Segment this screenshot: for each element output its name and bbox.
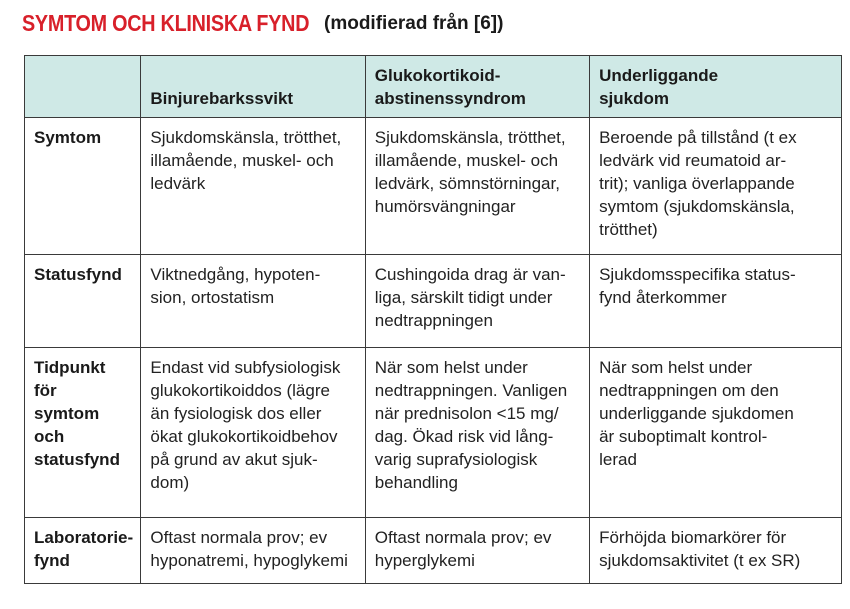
table-cell: Sjukdomskänsla, trötthet, illamående, muskel- och ledvärk, sömnstörningar, humörsvängningar — [365, 118, 589, 255]
row-label-tidpunkt: Tidpunkt för symtom och statusfynd — [25, 348, 141, 518]
row-label-symtom: Symtom — [25, 118, 141, 255]
row-label-statusfynd: Statusfynd — [25, 255, 141, 348]
header-binjurebarkssvikt: Binjurebarkssvikt — [141, 56, 365, 118]
table-cell: Sjukdomskänsla, trötthet, illamående, muskel- och ledvärk — [141, 118, 365, 255]
findings-table — [24, 55, 842, 584]
row-label-laboratoriefynd: Laboratorie- fynd — [25, 518, 141, 584]
table-header-row — [25, 56, 842, 118]
table-row — [25, 518, 842, 584]
header-underliggande-sjukdom: Underliggande sjukdom — [590, 56, 842, 118]
table-row — [25, 348, 842, 518]
table-cell: Cushingoida drag är van- liga, särskilt tidigt under nedtrappningen — [365, 255, 589, 348]
header-glukokortikoidabstinens: Glukokortikoid- abstinenssyndrom — [365, 56, 589, 118]
page-subtitle: (modifierad från [6]) — [324, 13, 504, 34]
table-cell: Viktnedgång, hypoten- sion, ortostatism — [141, 255, 365, 348]
table-cell: Oftast normala prov; ev hyperglykemi — [365, 518, 589, 584]
table-cell: Beroende på tillstånd (t ex ledvärk vid reumatoid ar- trit); vanliga överlappande symtom (sjukdomskänsla, trötthet) — [590, 118, 842, 255]
table-cell: Endast vid subfysiologisk glukokortikoiddos (lägre än fysiologisk dos eller ökat glukokortikoidbehov på grund av akut sjuk- dom) — [141, 348, 365, 518]
table-row — [25, 118, 842, 255]
title-row — [22, 10, 504, 37]
table-cell: Sjukdomsspecifika status- fynd återkommer — [590, 255, 842, 348]
table-cell: Oftast normala prov; ev hyponatremi, hypoglykemi — [141, 518, 365, 584]
table-cell: När som helst under nedtrappningen. Vanligen när prednisolon <15 mg/ dag. Ökad risk vid lång- varig suprafysiologisk behandling — [365, 348, 589, 518]
table-row — [25, 255, 842, 348]
header-corner-cell — [25, 56, 141, 118]
table-cell: Förhöjda biomarkörer för sjukdomsaktivitet (t ex SR) — [590, 518, 842, 584]
page-title: SYMTOM OCH KLINISKA FYND — [22, 10, 310, 36]
table-cell: När som helst under nedtrappningen om den underliggande sjukdomen är suboptimalt kontrol- lerad — [590, 348, 842, 518]
